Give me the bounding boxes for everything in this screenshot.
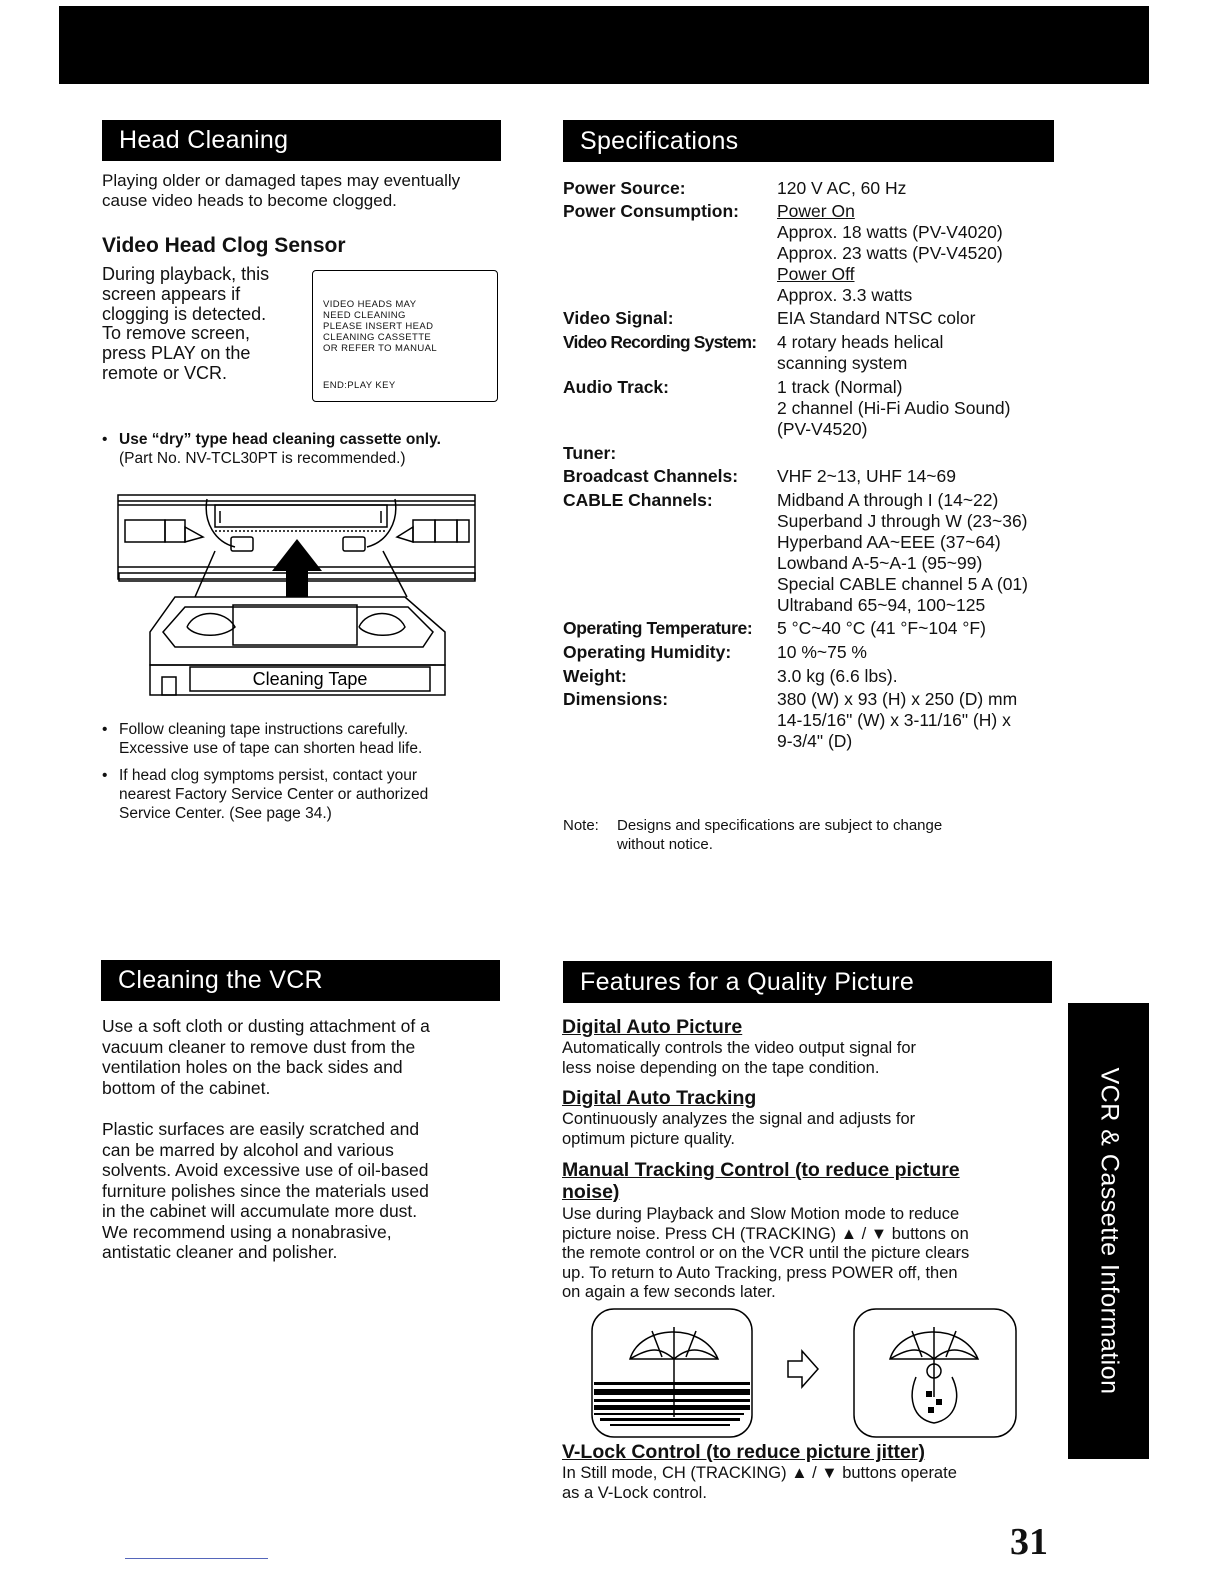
head-cleaning-intro: Playing older or damaged tapes may eventually cause video heads to become clogged. <box>102 171 461 210</box>
cleaning-tape-label: Cleaning Tape <box>252 669 368 689</box>
arrow-right-icon <box>788 1351 818 1387</box>
v-lock-title: V-Lock Control (to reduce picture jitter) <box>562 1441 925 1463</box>
clear-picture-frame <box>854 1309 1016 1437</box>
v-lock-text: In Still mode, CH (TRACKING) ▲ / ▼ buttons operate as a V-Lock control. <box>562 1464 957 1502</box>
tracking-before-after-illustration <box>590 1307 1020 1442</box>
digital-auto-picture-text: Automatically controls the video output signal for less noise depending on the tape condition. <box>562 1039 917 1077</box>
manual-tracking-title: Manual Tracking Control (to reduce picture noise) <box>562 1159 960 1203</box>
specifications-title: Specifications <box>580 126 739 155</box>
insert-arrow-icon <box>272 539 322 597</box>
top-banner <box>59 6 1149 84</box>
clog-sensor-title: Video Head Clog Sensor <box>102 234 346 257</box>
screen-end-key: END:PLAY KEY <box>323 380 396 391</box>
follow-instructions-bullet: • Follow cleaning tape instructions carefully. Excessive use of tape can shorten head life. <box>102 720 422 758</box>
footer-rule <box>125 1558 268 1559</box>
service-center-bullet: • If head clog symptoms persist, contact your nearest Factory Service Center or authorized Service Center. (See page 34.) <box>102 766 428 823</box>
clog-warning-screen: VIDEO HEADS MAY NEED CLEANING PLEASE INSERT HEAD CLEANING CASSETTE OR REFER TO MANUAL END:PLAY KEY <box>312 270 498 402</box>
spec-note: Note: Designs and specifications are subject to change without notice. <box>563 817 943 853</box>
head-cleaning-title: Head Cleaning <box>119 126 289 154</box>
dry-cassette-bullet: • Use “dry” type head cleaning cassette only. (Part No. NV-TCL30PT is recommended.) <box>102 430 441 468</box>
side-tab <box>1068 1003 1149 1459</box>
head-cleaning-heading <box>102 120 501 161</box>
side-tab-label: VCR & Cassette Information <box>1095 1067 1123 1395</box>
features-title: Features for a Quality Picture <box>580 967 915 996</box>
manual-tracking-text: Use during Playback and Slow Motion mode to reduce picture noise. Press CH (TRACKING) ▲ / ▼ buttons on the remote control or on the VCR until the picture clears up. To return to Auto Tracking, press POWER off, then on again a few seconds later. <box>562 1205 970 1301</box>
cleaning-vcr-para1: Use a soft cloth or dusting attachment of a vacuum cleaner to remove dust from the ventilation holes on the back sides and bottom of the cabinet. <box>102 1016 430 1098</box>
cleaning-vcr-heading <box>101 960 500 1001</box>
features-heading <box>563 961 1052 1003</box>
vcr-cleaning-tape-illustration <box>115 487 480 699</box>
digital-auto-tracking-text: Continuously analyzes the signal and adjusts for optimum picture quality. <box>562 1110 916 1148</box>
cleaning-vcr-para2: Plastic surfaces are easily scratched and can be marred by alcohol and various solvents. Avoid excessive use of oil-based furniture polishes since the materials used in the cabinet will accumulate more dust. We recommend using a nonabrasive, antistatic cleaner and polisher. <box>102 1119 429 1262</box>
digital-auto-picture-title: Digital Auto Picture <box>562 1016 743 1038</box>
page-number: 31 <box>1010 1521 1048 1563</box>
specifications-heading <box>563 120 1054 162</box>
noisy-picture-frame <box>592 1309 752 1437</box>
clog-sensor-text: During playback, this screen appears if clogging is detected. To remove screen, press PLAY on the remote or VCR. <box>102 264 270 383</box>
cleaning-vcr-title: Cleaning the VCR <box>118 966 323 994</box>
digital-auto-tracking-title: Digital Auto Tracking <box>562 1087 757 1109</box>
